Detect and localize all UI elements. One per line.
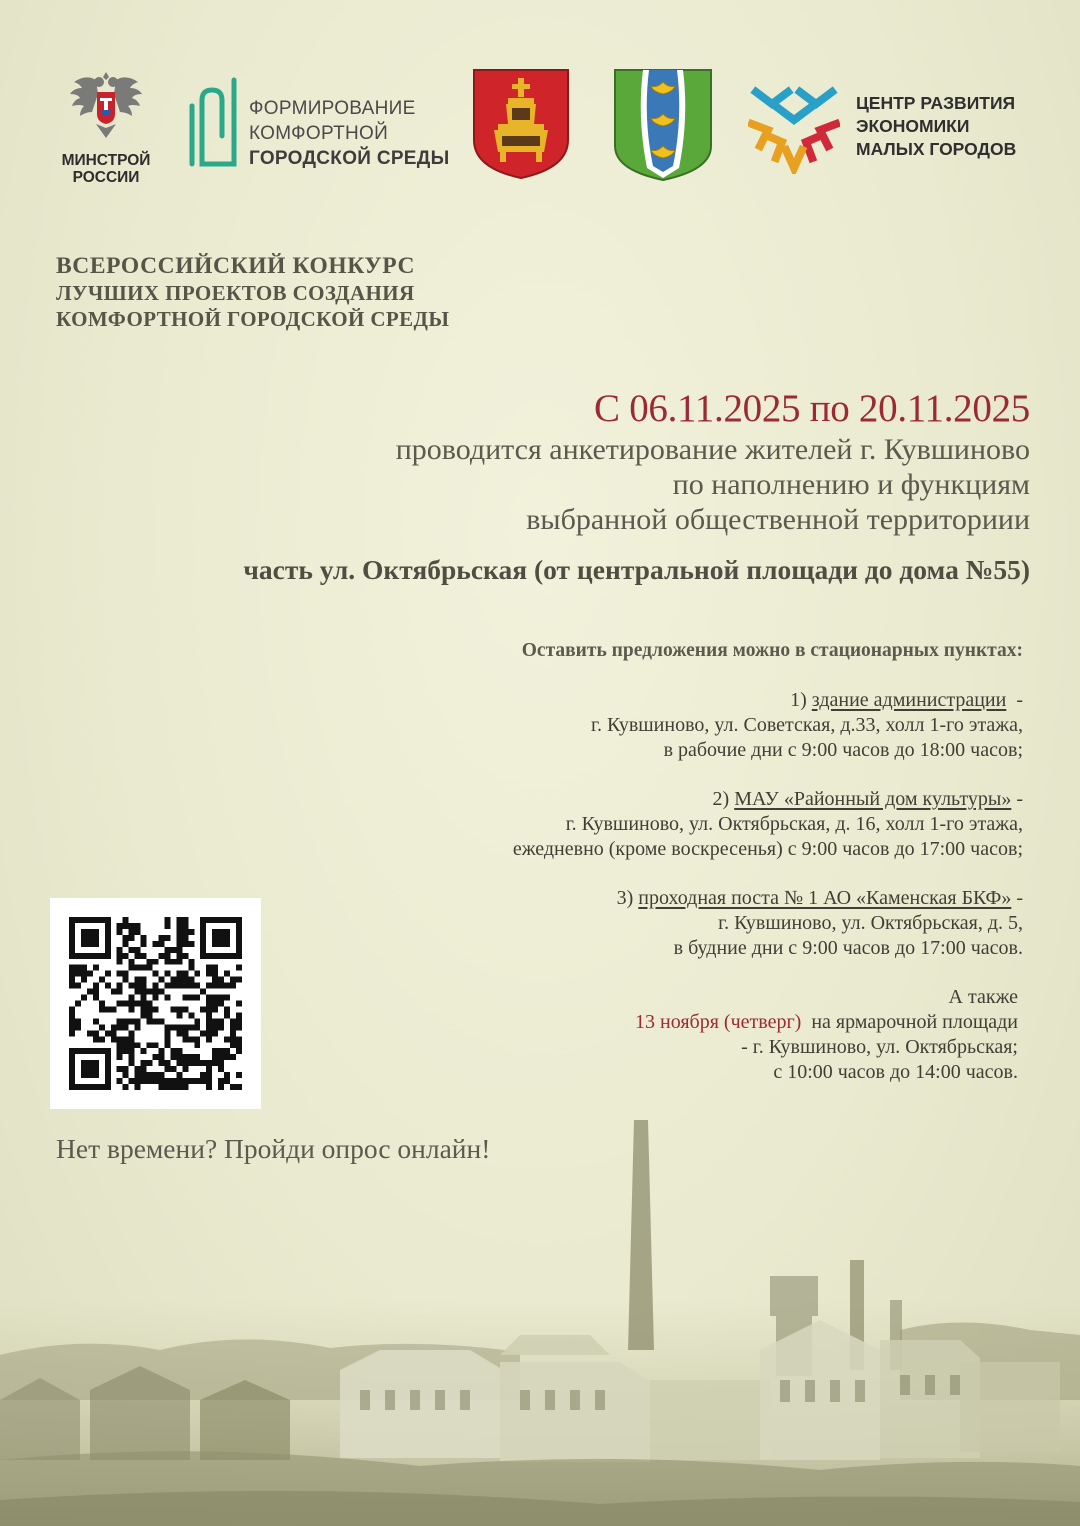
fkgs-line2: КОМФОРТНОЙ [249,123,389,144]
tver-coat-of-arms-icon [472,68,570,180]
point-number: 2) [712,788,730,810]
survey-line2: по наполнению и функциям [672,468,1030,501]
point-dash: - [1011,887,1023,909]
kuvshinovo-coat-of-arms-icon [613,68,713,182]
fkgs-logo [188,76,458,168]
fair-address: - г. Кувшиново, ул. Октябрьская; [741,1036,1018,1058]
point-hours: ежедневно (кроме воскресенья) с 9:00 часов до 17:00 часов; [512,838,1023,860]
minstroy-line1: МИНСТРОЙ [61,152,151,169]
fkgs-line3: ГОРОДСКОЙ СРЕДЫ [249,148,450,169]
contest-line2: ЛУЧШИХ ПРОЕКТОВ СОЗДАНИЯ [56,281,415,305]
survey-dates: С 06.11.2025 по 20.11.2025 [594,387,1030,430]
survey-description [396,432,1030,537]
territory-name: часть ул. Октябрьская (от центральной площади до дома №55) [243,554,1030,585]
point-hours: в будние дни с 9:00 часов до 17:00 часов. [673,937,1023,959]
fair-place: на ярмарочной площади [801,1011,1018,1033]
survey-line3: выбранной общественной территориии [526,503,1030,536]
point-place: здание администрации [811,689,1007,711]
collection-point-2 [513,787,1023,862]
qr-code-icon [69,917,242,1090]
arrows-snowflake-logo-icon [748,84,840,174]
minstroy-line2: РОССИИ [72,169,140,186]
point-number: 3) [616,887,634,909]
survey-qr-code[interactable] [50,898,261,1109]
czemg-line1: ЦЕНТР РАЗВИТИЯ [856,93,1016,113]
minstroy-logo [50,66,162,194]
czemg-line2: ЭКОНОМИКИ [856,116,970,136]
point-hours: в рабочие дни с 9:00 часов до 18:00 часов; [663,739,1023,761]
survey-line1: проводится анкетирование жителей г. Кувшиново [395,433,1030,466]
point-number: 1) [790,689,807,711]
contest-heading [56,252,449,332]
point-place: проходная поста № 1 АО «Каменская БКФ» [638,887,1012,909]
online-survey-call: Нет времени? Пройди опрос онлайн! [56,1133,491,1164]
point-place: МАУ «Районный дом культуры» [734,788,1012,810]
contest-line3: КОМФОРТНОЙ ГОРОДСКОЙ СРЕДЫ [56,307,450,331]
czemg-line3: МАЛЫХ ГОРОДОВ [856,139,1017,159]
points-intro: Оставить предложения можно в стационарных пунктах: [521,640,1023,661]
factory-photo-illustration [0,1100,1080,1526]
point-dash: - [1011,788,1023,810]
fkgs-line1: ФОРМИРОВАНИЕ [249,98,416,119]
point-address: г. Кувшиново, ул. Советская, д.33, холл 1-го этажа, [591,714,1023,736]
point-dash: - [1006,689,1023,711]
eagle-emblem-icon [66,66,146,148]
fair-date: 13 ноября (четверг) [635,1011,802,1033]
point-address: г. Кувшиново, ул. Октябрьская, д. 5, [718,912,1023,934]
collection-point-3 [617,886,1023,961]
czemg-logo [748,84,1038,174]
point-address: г. Кувшиново, ул. Октябрьская, д. 16, холл 1-го этажа, [565,813,1023,835]
collection-point-1 [591,688,1023,763]
contest-line1: ВСЕРОССИЙСКИЙ КОНКУРС [56,253,416,279]
fair-point [635,985,1018,1085]
building-arch-icon [188,76,244,168]
fair-label: А также [948,986,1018,1008]
fair-hours: с 10:00 часов до 14:00 часов. [773,1061,1018,1083]
